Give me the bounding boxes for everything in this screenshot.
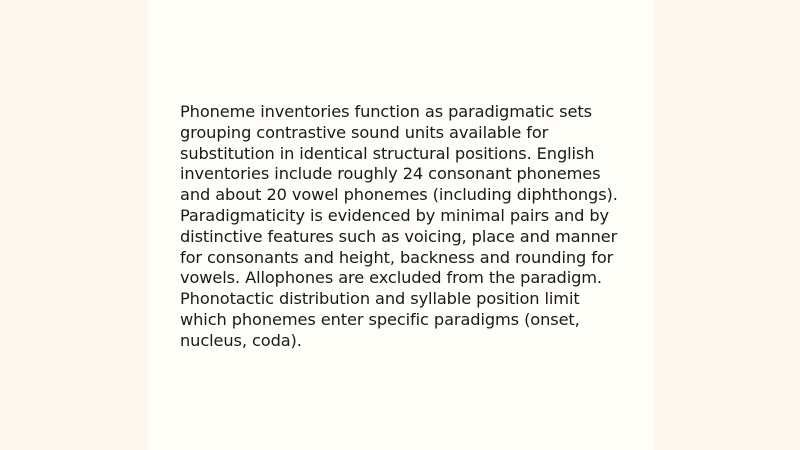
body-paragraph: Phoneme inventories function as paradigmatic sets grouping contrastive sound units available for substitution in identical structural positions. English inventories include roughly 24 consonant phonemes and about 20 vowel phonemes (including diphthongs). Paradigmaticity is evidenced by minimal pairs and by distinctive features such as voicing, place and manner for consonants and height, backness and rounding for vowels. Allophones are excluded from the paradigm. Phonotactic distribution and syllable position limit which phonemes enter specific paradigms (onset, nucleus, coda). xyxy=(180,102,618,350)
document-sheet xyxy=(148,0,655,450)
